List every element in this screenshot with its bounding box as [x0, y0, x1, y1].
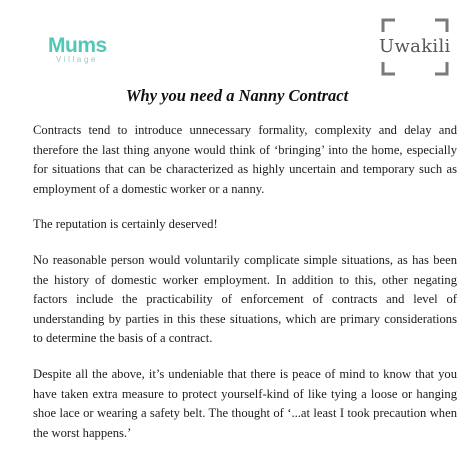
mums-village-logo — [48, 35, 128, 75]
village-logo-word: Village — [56, 55, 99, 64]
document-title: Why you need a Nanny Contract — [125, 86, 349, 105]
paragraph: The reputation is certainly deserved! — [33, 217, 218, 232]
paragraph: Contracts tend to introduce unnecessary formality, complexity and delay and therefore the last thing anyone would think of ‘bringing’ into the home, especially for situations that can be characterized as highly uncertain and temporary such as employment of a domestic worker or a nanny. — [33, 123, 457, 196]
document-header — [0, 0, 474, 82]
uwakili-logo-word: Uwakili — [379, 36, 451, 57]
uwakili-logo — [381, 18, 449, 78]
mums-logo-word: Mums — [48, 34, 107, 57]
paragraph: Despite all the above, it’s undeniable that there is peace of mind to know that you have taken extra measure to protect yourself-kind of like tying a loose or hanging shoe lace or wearing a safety belt. The thought of ‘...at least I took precaution when the worst happens.’ — [33, 366, 457, 440]
document-body — [33, 121, 457, 459]
paragraph: No reasonable person would voluntarily complicate simple situations, as has been the history of domestic worker employment. In addition to this, other negating factors include the practicability of enforcement of contracts and level of understanding by parties in this these situations, which are primary considerations to determine the basis of a contract. — [33, 252, 457, 346]
